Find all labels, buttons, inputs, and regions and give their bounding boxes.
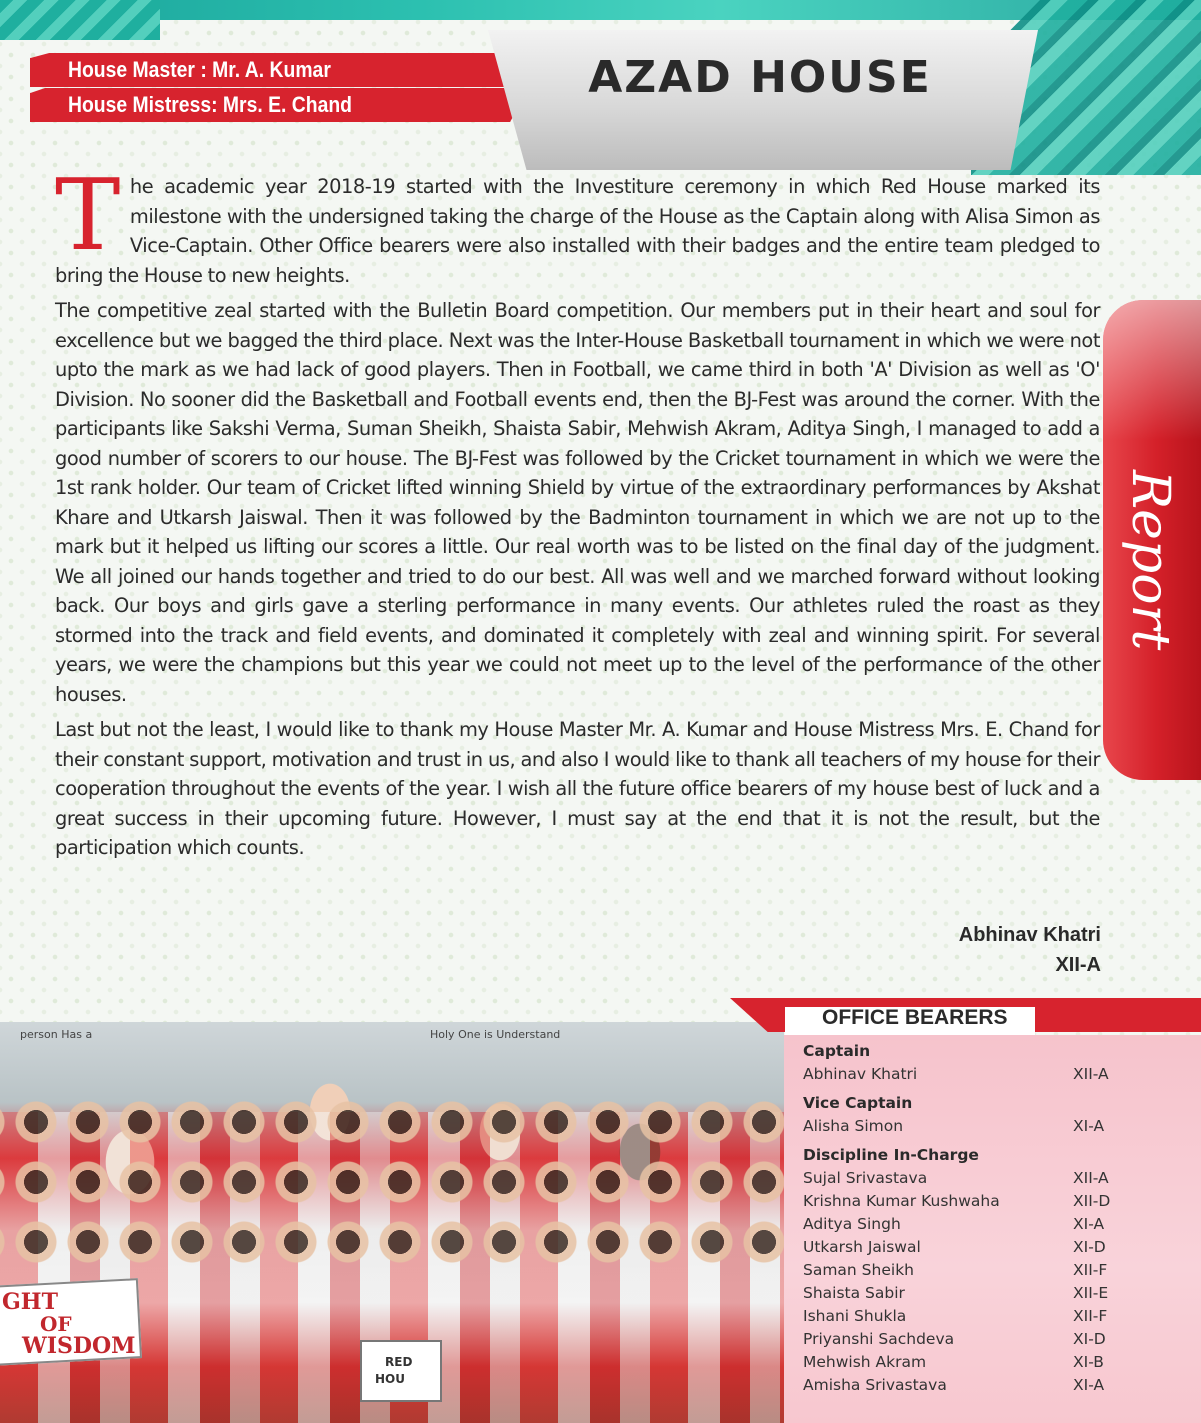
report-tab-label: Report	[1120, 470, 1180, 651]
placard-text-line-1: RED	[385, 1355, 413, 1369]
sign-text-line-3: WISDOM	[22, 1333, 136, 1359]
office-bearer-class: XI-A	[1073, 1376, 1105, 1394]
office-bearer-name: Krishna Kumar Kushwaha	[803, 1192, 1000, 1210]
office-bearer-name: Shaista Sabir	[803, 1284, 905, 1302]
office-bearer-row	[803, 1351, 1113, 1374]
office-bearer-name: Alisha Simon	[803, 1117, 904, 1135]
office-bearer-row	[803, 1282, 1113, 1305]
office-bearer-class: XII-F	[1073, 1307, 1108, 1325]
office-bearer-class: XII-D	[1073, 1192, 1111, 1210]
photo-notice-board-text-right: Holy One is Understand	[430, 1028, 561, 1041]
office-bearer-class: XI-D	[1073, 1330, 1106, 1348]
office-bearer-class: XI-A	[1073, 1215, 1105, 1233]
placard-text-line-2: HOU	[375, 1372, 405, 1386]
sign-text-line-2: OF	[40, 1312, 72, 1336]
office-bearers-list	[803, 1040, 1113, 1397]
office-bearer-class: XI-B	[1073, 1353, 1104, 1371]
sign-text-line-1: GHT	[2, 1289, 58, 1315]
office-bearer-class: XI-D	[1073, 1238, 1106, 1256]
office-bearers-title: OFFICE BEARERS	[822, 1006, 1008, 1029]
office-bearer-name: Amisha Srivastava	[803, 1376, 947, 1394]
house-mistress-label: House Mistress: Mrs. E. Chand	[68, 92, 353, 117]
office-bearer-row	[803, 1305, 1113, 1328]
office-bearer-row	[803, 1167, 1113, 1190]
office-bearer-role: Captain	[803, 1042, 871, 1060]
photo-people-texture	[0, 1092, 784, 1272]
office-bearer-role: Discipline In-Charge	[803, 1146, 979, 1164]
office-bearer-name: Sujal Srivastava	[803, 1169, 928, 1187]
article-paragraph-1	[55, 159, 1100, 290]
office-bearer-row	[803, 1236, 1113, 1259]
report-article	[55, 159, 1100, 869]
photo-notice-board-text-left: person Has a	[20, 1028, 93, 1041]
office-bearer-name: Mehwish Akram	[803, 1353, 927, 1371]
office-bearer-row	[803, 1328, 1113, 1351]
article-paragraph-2: The competitive zeal started with the Bulletin Board competition. Our members put in their heart and soul for excellence but we bagged the third place. Next was the Inter-House Basketball tournament in which we were not upto the mark as we had lack of good players. Then in Football, we came third in both 'A' Division as well as 'O' Division. No sooner did the Basketball and Football events end, then the BJ-Fest was around the corner. With the participants like Sakshi Verma, Suman Sheikh, Shaista Sabir, Mehwish Akram, Aditya Singh, I managed to add a good number of scorers to our house. The BJ-Fest was followed by the Cricket tournament in which we were the 1st rank holder. Our team of Cricket lifted winning Shield by virtue of the extraordinary performances by Akshat Khare and Utkarsh Jaiswal. Then it was followed by the Badminton tournament in which we are not up to the mark but it helped us lifting our scores a little. Our real worth was to be listed on the final day of the judgment. We all joined our hands together and tried to do our best. All was well and we marched forward without looking back. Our boys and girls gave a sterling performance in many events. Our athletes ruled the roast as they stormed into the track and field events, and dominated it completely with zeal and winning spirit. For several years, we were the champions but this year we could not meet up to the level of the performance of the other houses.	[55, 299, 1100, 706]
author-name: Abhinav Khatri	[958, 924, 1101, 946]
left-stripe-decoration	[0, 0, 160, 40]
office-bearer-role: Vice Captain	[803, 1094, 913, 1112]
office-bearer-name: Abhinav Khatri	[803, 1065, 918, 1083]
drop-cap: T	[55, 159, 120, 273]
office-bearer-row	[803, 1259, 1113, 1282]
house-master-label: House Master : Mr. A. Kumar	[68, 57, 331, 82]
office-bearer-name: Ishani Shukla	[803, 1307, 907, 1325]
article-paragraph-3: Last but not the least, I would like to thank my House Master Mr. A. Kumar and House Mistress Mrs. E. Chand for their constant support, motivation and trust in us, and also I would like to thank all teachers of my house for their cooperation throughout the events of the year. I wish all the future office bearers of my house best of luck and a great success in their upcoming future. However, I must say at the end that it is not the result, but the participation which counts.	[55, 718, 1100, 859]
office-bearer-name: Aditya Singh	[803, 1215, 901, 1233]
group-photo	[0, 1022, 784, 1423]
office-bearer-class: XII-A	[1073, 1169, 1109, 1187]
office-bearer-row	[803, 1115, 1113, 1138]
office-bearer-class: XII-E	[1073, 1284, 1109, 1302]
top-decorative-band	[0, 0, 1201, 20]
office-bearer-class: XI-A	[1073, 1117, 1105, 1135]
office-bearer-name: Utkarsh Jaiswal	[803, 1238, 921, 1256]
office-bearer-name: Priyanshi Sachdeva	[803, 1330, 955, 1348]
office-bearer-row	[803, 1190, 1113, 1213]
office-bearer-class: XII-A	[1073, 1065, 1109, 1083]
author-class: XII-A	[1055, 954, 1101, 976]
office-bearer-class: XII-F	[1073, 1261, 1108, 1279]
office-bearer-row	[803, 1213, 1113, 1236]
paragraph-1-text: he academic year 2018-19 started with the Investiture ceremony in which Red House marked its milestone with the undersigned taking the charge of the House as the Captain along with Alisa Simon as Vice-Captain. Other Office bearers were also installed with their badges and the entire team pledged to bring the House to new heights.	[55, 175, 1100, 287]
page-title: AZAD HOUSE	[588, 52, 932, 103]
red-house-placard	[360, 1340, 442, 1402]
office-bearer-row	[803, 1063, 1113, 1086]
office-bearer-row	[803, 1374, 1113, 1397]
office-bearer-name: Saman Sheikh	[803, 1261, 914, 1279]
signature-block	[959, 920, 1101, 980]
